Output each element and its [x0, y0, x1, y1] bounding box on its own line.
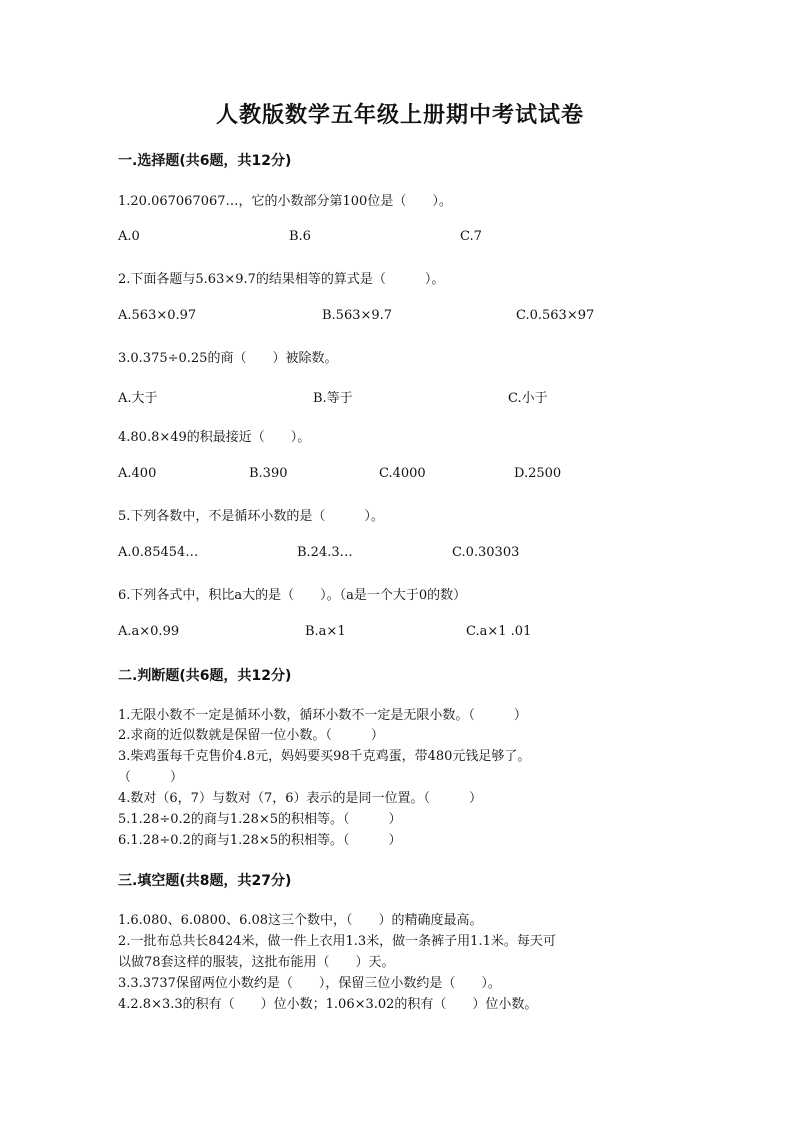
- question-line: （ ）: [118, 770, 184, 785]
- section-heading-judgement: 二.判断题(共6题，共12分): [118, 668, 292, 684]
- option-a: A.a×0.99: [118, 624, 180, 639]
- option-c: C.4000: [379, 466, 426, 481]
- option-row: [118, 229, 718, 249]
- question-text: 4.80.8×49的积最接近（ ）。: [118, 430, 311, 445]
- question-line: 1.无限小数不一定是循环小数，循环小数不一定是无限小数。（ ）: [118, 708, 527, 723]
- question-line: 以做78套这样的服装，这批布能用（ ）天。: [118, 955, 395, 970]
- option-c: C.7: [460, 229, 482, 244]
- option-a: A.400: [118, 466, 157, 481]
- option-a: A.563×0.97: [118, 308, 197, 323]
- question-line: 2.求商的近似数就是保留一位小数。（ ）: [118, 728, 384, 743]
- question-line: 4.2.8×3.3的积有（ ）位小数；1.06×3.02的积有（ ）位小数。: [118, 997, 538, 1012]
- question-line: 4.数对（6，7）与数对（7，6）表示的是同一位置。（ ）: [118, 791, 482, 806]
- option-b: B.563×9.7: [322, 308, 393, 323]
- question-text: 6.下列各式中，积比a大的是（ ）。（a是一个大于0的数）: [118, 588, 467, 603]
- question-text: 1.20.067067067…，它的小数部分第100位是（ ）。: [118, 194, 452, 209]
- option-a: A.大于: [118, 391, 158, 406]
- question-line: 3.柴鸡蛋每千克售价4.8元，妈妈要买98千克鸡蛋，带480元钱足够了。: [118, 749, 531, 764]
- question-line: 6.1.28÷0.2的商与1.28×5的积相等。（ ）: [118, 833, 402, 848]
- option-b: B.24.3…: [297, 545, 353, 560]
- question-line: 3.3.3737保留两位小数约是（ ），保留三位小数约是（ ）。: [118, 976, 501, 991]
- option-c: C.小于: [508, 391, 548, 406]
- option-a: A.0: [118, 229, 140, 244]
- option-b: B.等于: [313, 391, 353, 406]
- option-c: C.0.563×97: [516, 308, 595, 323]
- option-row: [118, 466, 718, 486]
- question-line: 2.一批布总共长8424米，做一件上衣用1.3米，做一条裤子用1.1米。每天可: [118, 934, 556, 949]
- option-row: [118, 545, 718, 565]
- section-heading-fill-blank: 三.填空题(共8题，共27分): [118, 873, 292, 889]
- option-d: D.2500: [514, 466, 562, 481]
- option-b: B.390: [249, 466, 288, 481]
- option-b: B.6: [289, 229, 311, 244]
- question-text: 5.下列各数中，不是循环小数的是（ ）。: [118, 509, 384, 524]
- question-line: 5.1.28÷0.2的商与1.28×5的积相等。（ ）: [118, 812, 402, 827]
- option-row: [118, 624, 718, 644]
- question-line: 1.6.080、6.0800、6.08这三个数中，（ ）的精确度最高。: [118, 913, 483, 928]
- question-text: 3.0.375÷0.25的商（ ）被除数。: [118, 351, 338, 366]
- option-row: [118, 387, 718, 407]
- option-b: B.a×1: [305, 624, 346, 639]
- page-title: 人教版数学五年级上册期中考试试卷: [215, 103, 584, 128]
- section-heading-choice: 一.选择题(共6题，共12分): [118, 153, 292, 169]
- option-c: C.a×1 .01: [466, 624, 532, 639]
- option-a: A.0.85454…: [118, 545, 199, 560]
- option-row: [118, 308, 718, 328]
- option-c: C.0.30303: [452, 545, 520, 560]
- question-text: 2.下面各题与5.63×9.7的结果相等的算式是（ ）。: [118, 272, 445, 287]
